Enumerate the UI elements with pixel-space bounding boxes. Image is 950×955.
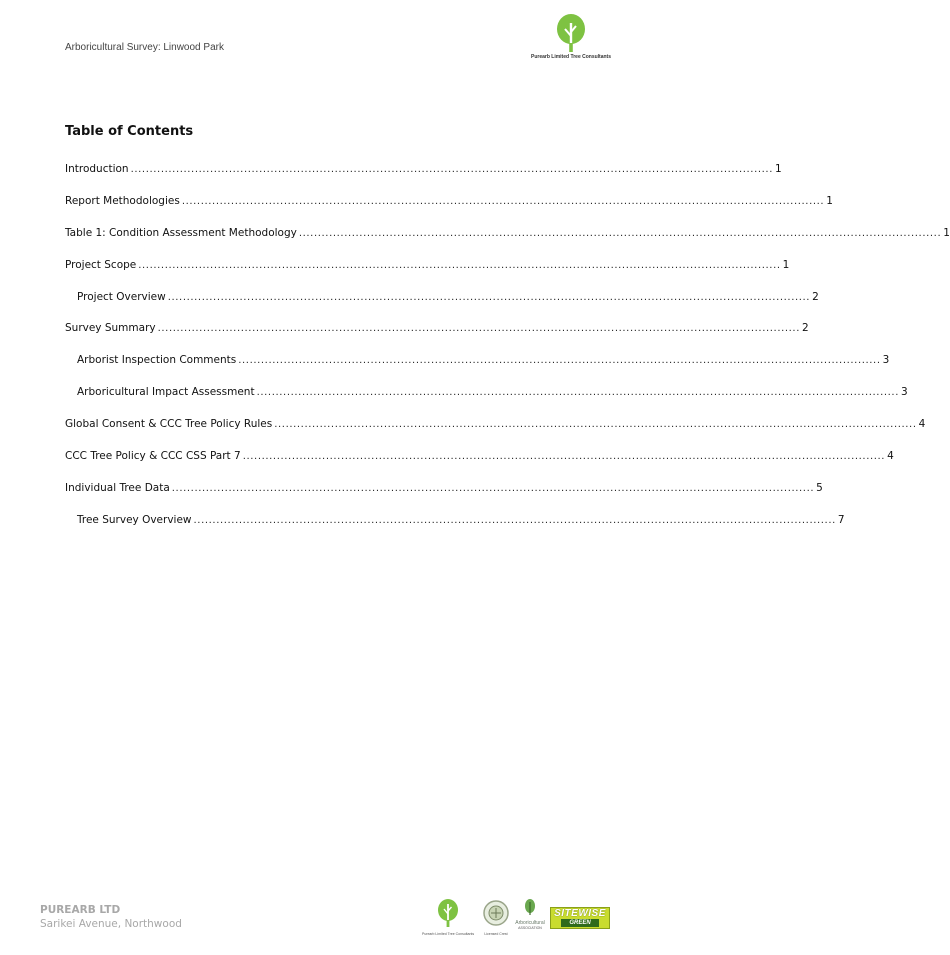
footer-association-line1: Arboricultural [515, 920, 545, 926]
footer-licensed-logo [480, 898, 512, 936]
footer-company-name: PUREARB LTD [40, 904, 121, 916]
header-title: Arboricultural Survey: Linwood Park [65, 42, 224, 53]
leaf-icon [514, 898, 546, 916]
toc-entry-introduction[interactable]: Introduction .......................................................................................................................................................................... 1 [65, 163, 782, 175]
company-logo [525, 14, 617, 64]
toc-entry-report-methodologies[interactable]: Report Methodologies .......................................................................................................................................................................... 1 [65, 195, 833, 207]
toc-entry-impact-assessment[interactable]: Arboricultural Impact Assessment .......................................................................................................................................................................... 3 [77, 386, 908, 398]
footer-licensed-caption: Licensed Crest [484, 932, 508, 936]
logo-caption: Purearb Limited Tree Consultants [530, 54, 612, 60]
footer-logos [422, 898, 612, 936]
toc-entry-tree-survey-overview[interactable]: Tree Survey Overview .......................................................................................................................................................................... 7 [77, 514, 845, 526]
toc-entry-global-consent[interactable]: Global Consent & CCC Tree Policy Rules .......................................................................................................................................................................... 4 [65, 418, 926, 430]
tree-icon [422, 898, 474, 928]
toc-entry-ccc-tree-policy[interactable]: CCC Tree Policy & CCC CSS Part 7 .......................................................................................................................................................................... 4 [65, 450, 894, 462]
footer-purearb-caption: Purearb Limited Tree Consultants [422, 932, 475, 936]
toc-entry-arborist-comments[interactable]: Arborist Inspection Comments .......................................................................................................................................................................... 3 [77, 354, 890, 366]
footer-address: Sarikei Avenue, Northwood [40, 918, 182, 930]
toc-heading: Table of Contents [65, 124, 194, 139]
toc-entry-project-overview[interactable]: Project Overview .......................................................................................................................................................................... 2 [77, 291, 819, 303]
footer-purearb-logo [422, 898, 474, 936]
footer-sitewise-logo [550, 907, 610, 929]
toc-entry-condition-assessment[interactable]: Table 1: Condition Assessment Methodology .......................................................................................................................................................................... 1 [65, 227, 950, 239]
toc-entry-project-scope[interactable]: Project Scope .......................................................................................................................................................................... 1 [65, 259, 790, 271]
tree-icon [555, 14, 587, 52]
footer-association-line2: ASSOCIATION [518, 926, 542, 930]
toc-entry-individual-tree-data[interactable]: Individual Tree Data .......................................................................................................................................................................... 5 [65, 482, 823, 494]
crest-icon [480, 898, 512, 928]
footer-association-logo [514, 898, 546, 930]
toc-entry-survey-summary[interactable]: Survey Summary .......................................................................................................................................................................... 2 [65, 322, 809, 334]
sitewise-line1: SITEWISE [554, 908, 606, 919]
sitewise-line2: GREEN [561, 919, 599, 927]
